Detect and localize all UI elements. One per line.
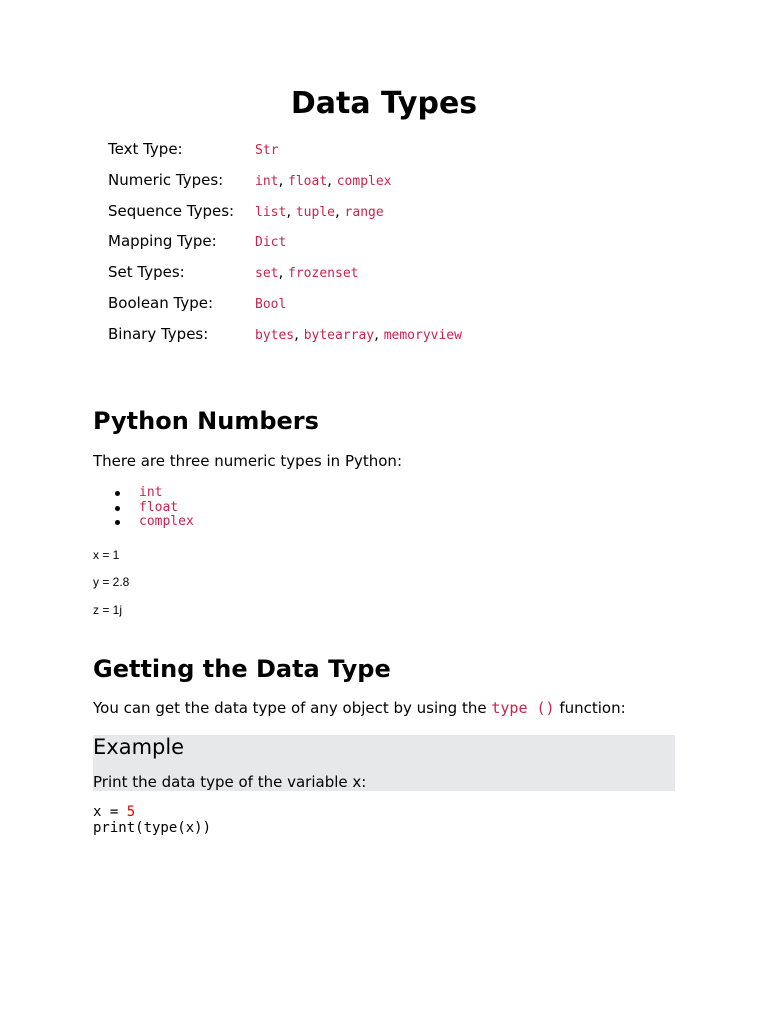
list-item xyxy=(93,515,194,530)
separator: , xyxy=(374,324,384,343)
separator: , xyxy=(335,201,345,220)
type-label: Sequence Types: xyxy=(108,201,235,220)
code-line-1-value: 5 xyxy=(126,804,136,820)
type-label: Boolean Type: xyxy=(108,293,214,312)
page-title: Data Types xyxy=(290,86,478,121)
code-line-2: print(type(x)) xyxy=(93,820,212,836)
python-numbers-heading: Python Numbers xyxy=(93,407,319,435)
getting-type-heading: Getting the Data Type xyxy=(93,655,391,683)
type-value: memoryview xyxy=(383,327,462,343)
type-row-text xyxy=(108,135,628,166)
type-row-binary xyxy=(108,320,628,351)
type-function-code: type () xyxy=(491,699,555,717)
bullet-icon xyxy=(115,491,120,496)
type-row-numeric xyxy=(108,166,628,197)
bullet-icon xyxy=(115,506,120,511)
type-values xyxy=(255,201,384,223)
type-values xyxy=(255,170,392,192)
assignment-z: z = 1j xyxy=(93,603,123,617)
code-line-1-prefix: x = xyxy=(93,804,127,820)
type-value: Str xyxy=(255,143,279,158)
type-value: bytearray xyxy=(303,327,375,343)
data-types-table xyxy=(108,135,628,351)
list-item-label: float xyxy=(139,499,179,515)
type-value: float xyxy=(288,173,328,189)
type-label: Numeric Types: xyxy=(108,170,224,189)
assignment-y: y = 2.8 xyxy=(93,575,130,589)
python-numbers-intro: There are three numeric types in Python: xyxy=(93,452,402,470)
type-value: bytes xyxy=(255,327,295,343)
type-row-mapping xyxy=(108,227,628,258)
list-item xyxy=(93,501,194,516)
type-label: Mapping Type: xyxy=(108,232,217,251)
code-block xyxy=(93,804,211,836)
text-before: You can get the data type of any object by using the xyxy=(93,699,492,717)
type-value: list xyxy=(255,204,287,220)
type-value: int xyxy=(255,173,279,189)
bullet-icon xyxy=(115,520,120,525)
type-row-boolean xyxy=(108,289,628,320)
type-label: Text Type: xyxy=(108,140,183,158)
separator: , xyxy=(278,170,289,189)
type-values xyxy=(255,324,462,346)
type-row-sequence xyxy=(108,197,628,228)
example-description: Print the data type of the variable x: xyxy=(93,773,367,791)
list-item-label: int xyxy=(139,485,163,500)
type-value: Bool xyxy=(255,296,287,312)
list-item xyxy=(93,486,194,501)
getting-type-text xyxy=(93,698,626,718)
type-values xyxy=(255,231,286,253)
type-label: Binary Types: xyxy=(108,324,209,343)
separator: , xyxy=(327,170,337,189)
assignment-x: x = 1 xyxy=(93,548,120,562)
type-values xyxy=(255,262,358,284)
list-item-label: complex xyxy=(139,514,194,529)
separator: , xyxy=(286,201,296,220)
separator: , xyxy=(294,324,304,343)
type-value: range xyxy=(344,204,384,220)
type-row-set xyxy=(108,258,628,289)
type-value: tuple xyxy=(295,204,335,220)
type-values xyxy=(255,139,278,161)
type-values xyxy=(255,293,286,315)
example-title: Example xyxy=(93,735,185,759)
type-value: Dict xyxy=(255,235,287,251)
type-value: set xyxy=(255,266,279,282)
type-label: Set Types: xyxy=(108,263,185,282)
example-box xyxy=(93,735,675,791)
text-after: function: xyxy=(554,699,626,717)
numeric-types-list xyxy=(93,486,194,530)
type-value: frozenset xyxy=(288,266,359,282)
type-value: complex xyxy=(336,173,392,189)
separator: , xyxy=(278,263,289,282)
